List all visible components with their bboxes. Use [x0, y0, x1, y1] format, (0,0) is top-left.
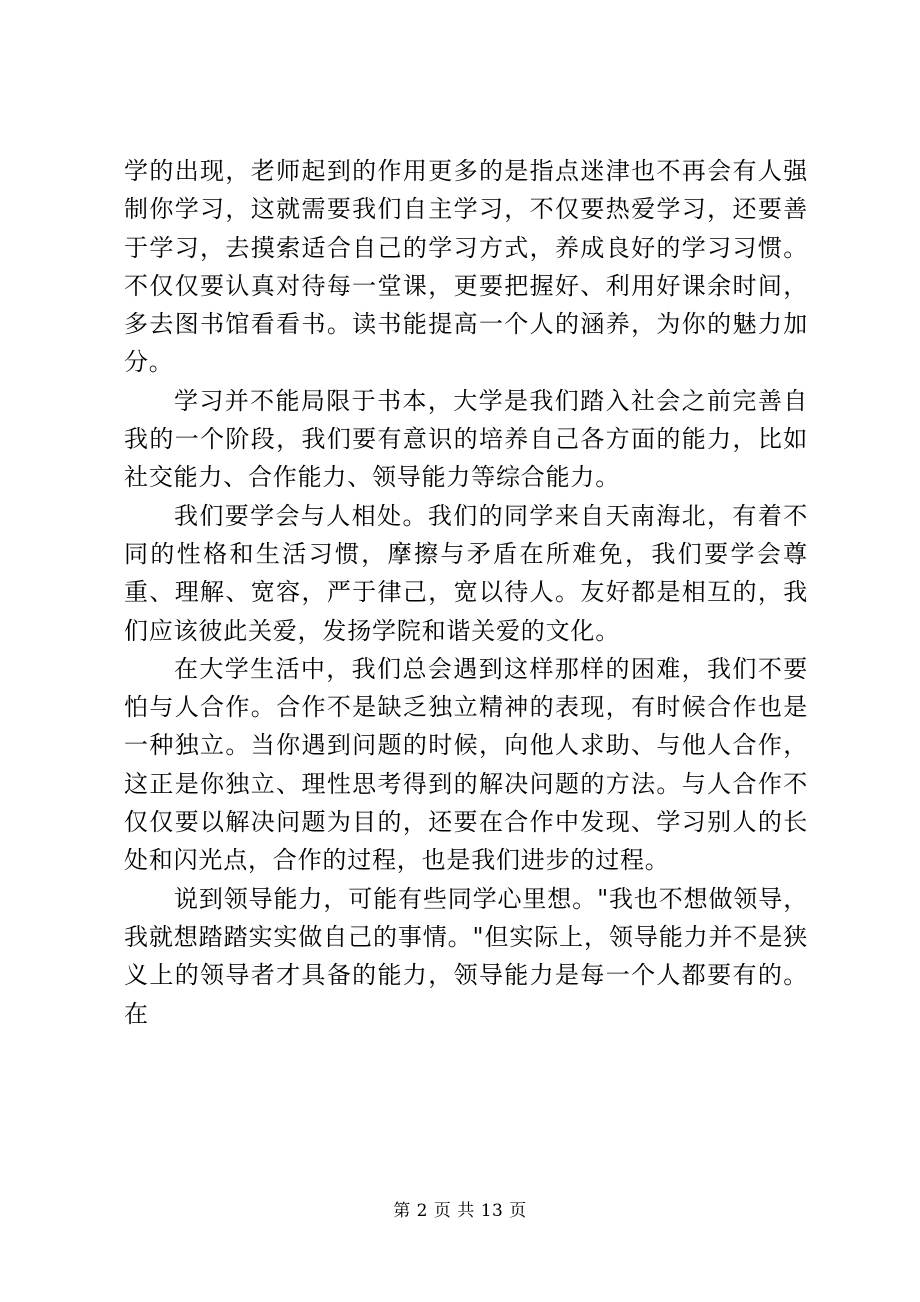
paragraph-2: 学习并不能局限于书本，大学是我们踏入社会之前完善自我的一个阶段，我们要有意识的培养自己各方面的能力，比如社交能力、合作能力、领导能力等综合能力。 [124, 386, 808, 492]
document-body [124, 152, 808, 1033]
paragraph-4: 在大学生活中，我们总会遇到这样那样的困难，我们不要怕与人合作。合作不是缺乏独立精神的表现，有时候合作也是一种独立。当你遇到问题的时候，向他人求助、与他人合作，这正是你独立、理性思考得到的解决问题的方法。与人合作不仅仅要以解决问题为目的，还要在合作中发现、学习别人的长处和闪光点，合作的过程，也是我们进步的过程。 [124, 654, 808, 875]
page-number-footer: 第 2 页 共 13 页 [393, 1201, 527, 1221]
paragraph-3: 我们要学会与人相处。我们的同学来自天南海北，有着不同的性格和生活习惯，摩擦与矛盾在所难免，我们要学会尊重、理解、宽容，严于律己，宽以待人。友好都是相互的，我们应该彼此关爱，发扬学院和谐关爱的文化。 [124, 501, 808, 645]
paragraph-1: 学的出现，老师起到的作用更多的是指点迷津也不再会有人强制你学习，这就需要我们自主学习，不仅要热爱学习，还要善于学习，去摸索适合自己的学习方式，养成良好的学习习惯。不仅仅要认真对待每一堂课，更要把握好、利用好课余时间，多去图书馆看看书。读书能提高一个人的涵养，为你的魅力加分。 [124, 157, 808, 377]
paragraph-5: 说到领导能力，可能有些同学心里想。"我也不想做领导，我就想踏踏实实做自己的事情。"但实际上，领导能力并不是狭义上的领导者才具备的能力，领导能力是每一个人都要有的。在 [124, 884, 808, 1028]
